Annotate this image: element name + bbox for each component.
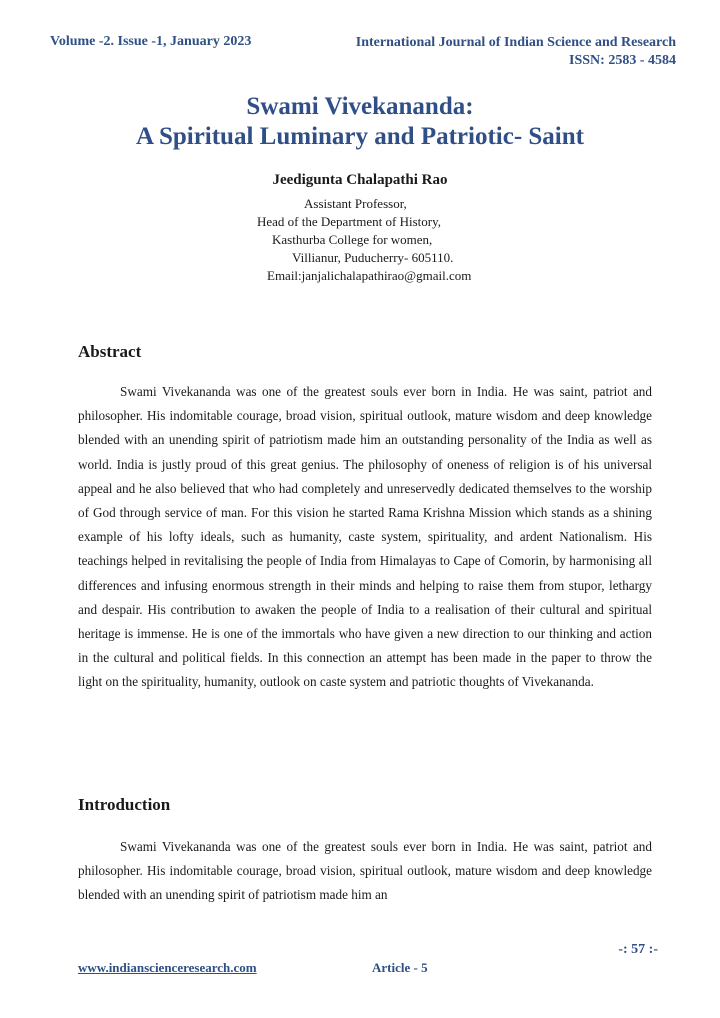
journal-name: International Journal of Indian Science and Research	[355, 35, 676, 50]
author-address: Villianur, Puducherry- 605110.	[292, 250, 454, 265]
journal-website-link[interactable]: www.indianscienceresearch.com	[78, 960, 257, 975]
abstract-paragraph: Swami Vivekananda was one of the greatest souls ever born in India. He was saint, patriot and philosopher. His indomitable courage, broad vision, spiritual outlook, mature wisdom and deep knowledge blended with an unending spirit of patriotism made him an outstanding personality of the India as well as world. India is justly proud of this great genius. The philosophy of oneness of religion is of his universal appeal and he also believed that who had completely and unreservedly dedicated themselves to the worship of God through service of man. For this vision he started Rama Krishna Mission which stands as a shining example of his lofty ideals, such as humanity, caste system, spirituality, and ardent Nationalism. His teachings helped in revitalising the people of India from Himalayas to Cape of Comorin, by harmonising all differences and infusing enormous strength in their minds and helping to raise them from stupor, lethargy and despair. His contribution to awaken the people of India to a realisation of their cultural and spiritual heritage is immense. He is one of the immortals who have given a new direction to our thinking and action in the cultural and political fields. In this connection an attempt has been made in the paper to throw the light on the spirituality, humanity, outlook on caste system and patriotic thoughts of Vivekananda.	[78, 384, 652, 690]
author-name: Jeedigunta Chalapathi Rao	[272, 172, 448, 188]
paper-title	[0, 92, 720, 152]
article-number: Article - 5	[372, 960, 428, 975]
abstract-heading: Abstract	[78, 342, 142, 361]
author-college: Kasthurba College for women,	[272, 232, 433, 247]
title-line-2: A Spiritual Luminary and Patriotic- Saint	[136, 123, 584, 150]
page-number: -: 57 :-	[618, 942, 658, 957]
journal-header	[356, 34, 676, 70]
introduction-heading: Introduction	[78, 795, 171, 814]
author-department: Head of the Department of History,	[257, 214, 441, 229]
issn-number: ISSN: 2583 - 4584	[569, 53, 676, 68]
volume-issue-header: Volume -2. Issue -1, January 2023	[50, 34, 252, 49]
title-line-1: Swami Vivekananda:	[246, 93, 474, 120]
author-designation: Assistant Professor,	[304, 196, 407, 211]
author-email: Email:janjalichalapathirao@gmail.com	[267, 268, 472, 283]
introduction-paragraph: Swami Vivekananda was one of the greatest souls ever born in India. He was saint, patriot and philosopher. His indomitable courage, broad vision, spiritual outlook, mature wisdom and deep knowledge blended with an unending spirit of patriotism made him an	[78, 839, 652, 903]
